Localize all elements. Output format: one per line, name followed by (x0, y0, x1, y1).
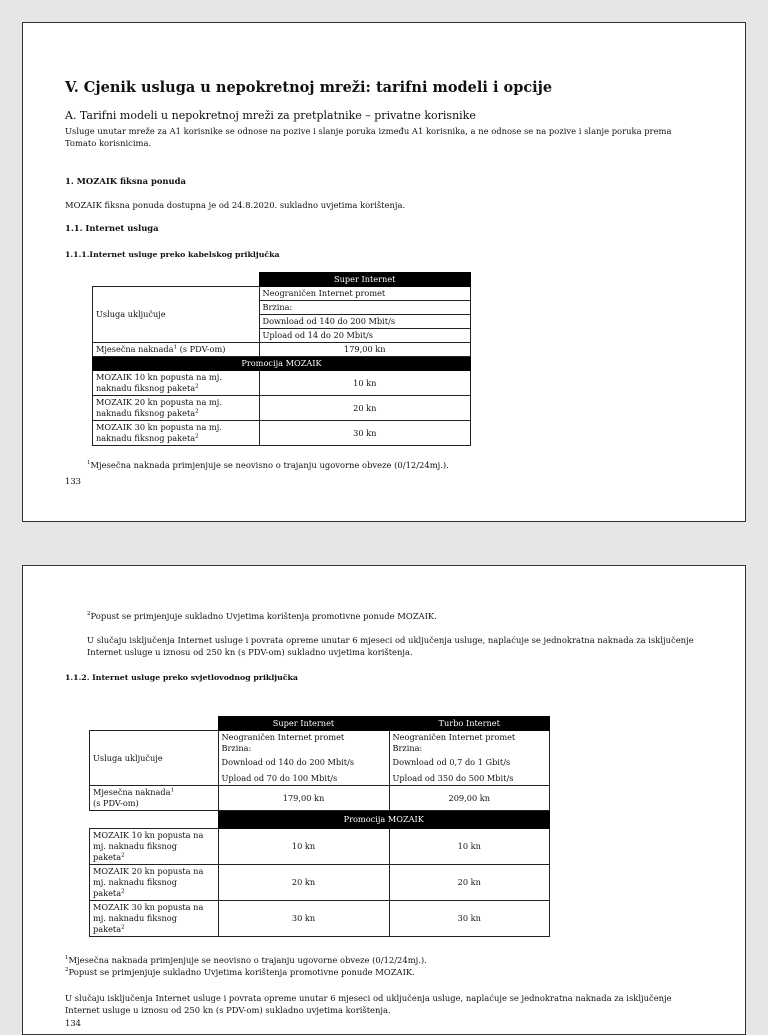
promo-label: MOZAIK 20 kn popusta na mj. naknadu fiksnog paketa$^2$ (93, 396, 260, 421)
promo-value-turbo: 30 kn (389, 901, 550, 937)
fee-value-turbo: 209,00 kn (389, 786, 550, 811)
promo-value-turbo: 20 kn (389, 865, 550, 901)
promo-value: 30 kn (259, 421, 471, 446)
promo-label: MOZAIK 10 kn popusta na mj. naknadu fiksnog paketa$^2$ (90, 829, 219, 865)
promo-header: Promocija MOZAIK (218, 811, 550, 829)
promo-label: MOZAIK 20 kn popusta na mj. naknadu fiksnog paketa$^2$ (90, 865, 219, 901)
promo-header: Promocija MOZAIK (93, 357, 471, 371)
fiber-internet-table (89, 716, 550, 937)
section-title: V. Cjenik usluga u nepokretnoj mreži: tarifni modeli i opcije (65, 79, 553, 96)
cancel-text-line2: Internet usluge u iznosu od 250 kn (s PDV-om) sukladno uvjetima korištenja. (87, 647, 413, 657)
cancel-text-line2: Internet usluge u iznosu od 250 kn (s PDV-om) sukladno uvjetima korištenja. (65, 1005, 391, 1015)
heading-internet-usluga: 1.1. Internet usluga (65, 223, 159, 233)
heading-mozaik: 1. MOZAIK fiksna ponuda (65, 176, 186, 186)
promo-value-super: 10 kn (218, 829, 389, 865)
fee-label: Mjesečna naknada$^1$ (s PDV-om) (93, 343, 260, 357)
fee-value-super: 179,00 kn (218, 786, 389, 811)
subsection-title: A. Tarifni modeli u nepokretnoj mreži za pretplatnike – privatne korisnike (65, 109, 476, 122)
footnote-2: $^2$Popust se primjenjuje sukladno Uvjetima korištenja promotivne ponude MOZAIK. (87, 611, 437, 621)
document-page-134 (22, 565, 746, 1035)
promo-value-super: 20 kn (218, 865, 389, 901)
promo-value-turbo: 10 kn (389, 829, 550, 865)
intro-text-line1: Usluge unutar mreže za A1 korisnike se odnose na pozive i slanje poruka između A1 korisnika, a ne odnose se na pozive i slanje poruka prema (65, 126, 672, 136)
page-number: 134 (65, 1018, 81, 1028)
footnote-2: $^2$Popust se primjenjuje sukladno Uvjetima korištenja promotivne ponude MOZAIK. (65, 967, 415, 977)
availability-text: MOZAIK fiksna ponuda dostupna je od 24.8.2020. sukladno uvjetima korištenja. (65, 200, 406, 210)
includes-label: Usluga uključuje (90, 731, 219, 786)
intro-text-line2: Tomato korisnicima. (65, 138, 152, 148)
page-number: 133 (65, 476, 81, 486)
includes-cell: Neograničen Internet promet Brzina: Download od 140 do 200 Mbit/s Upload od 14 do 20 Mbit/s (259, 287, 471, 343)
heading-svjetlovodni: 1.1.2. Internet usluge preko svjetlovodnog priključka (65, 673, 298, 682)
promo-label: MOZAIK 10 kn popusta na mj. naknadu fiksnog paketa$^2$ (93, 371, 260, 396)
promo-label: MOZAIK 30 kn popusta na mj. naknadu fiksnog paketa$^2$ (93, 421, 260, 446)
table-header-super-internet: Super Internet (218, 717, 389, 731)
fee-value: 179,00 kn (259, 343, 471, 357)
cancel-text-line1: U slučaju isključenja Internet usluge i povrata opreme unutar 6 mjeseci od uključenja usluge, naplaćuje se jednokratna naknada za isključenje (87, 635, 694, 645)
promo-label: MOZAIK 30 kn popusta na mj. naknadu fiksnog paketa$^2$ (90, 901, 219, 937)
includes-label: Usluga uključuje (93, 287, 260, 343)
document-page-133 (22, 22, 746, 522)
promo-value: 10 kn (259, 371, 471, 396)
includes-turbo: Neograničen Internet promet Brzina: Download od 0,7 do 1 Gbit/s Upload od 350 do 500 Mbit/s (389, 731, 550, 786)
table-header-turbo-internet: Turbo Internet (389, 717, 550, 731)
cable-internet-table (92, 272, 471, 446)
promo-value: 20 kn (259, 396, 471, 421)
table-header-super-internet: Super Internet (259, 273, 471, 287)
footnote-1: $^1$Mjesečna naknada primjenjuje se neovisno o trajanju ugovorne obveze (0/12/24mj.). (87, 460, 449, 470)
fee-label: Mjesečna naknada$^1$ (s PDV-om) (90, 786, 219, 811)
footnote-1: $^1$Mjesečna naknada primjenjuje se neovisno o trajanju ugovorne obveze (0/12/24mj.). (65, 955, 427, 965)
cancel-text-line1: U slučaju isključenja Internet usluge i povrata opreme unutar 6 mjeseci od uključenja usluge, naplaćuje se jednokratna naknada za isključenje (65, 993, 672, 1003)
heading-kabelski: 1.1.1.Internet usluge preko kabelskog priključka (65, 250, 280, 259)
promo-value-super: 30 kn (218, 901, 389, 937)
includes-super: Neograničen Internet promet Brzina: Download od 140 do 200 Mbit/s Upload od 70 do 100 Mbit/s (218, 731, 389, 786)
